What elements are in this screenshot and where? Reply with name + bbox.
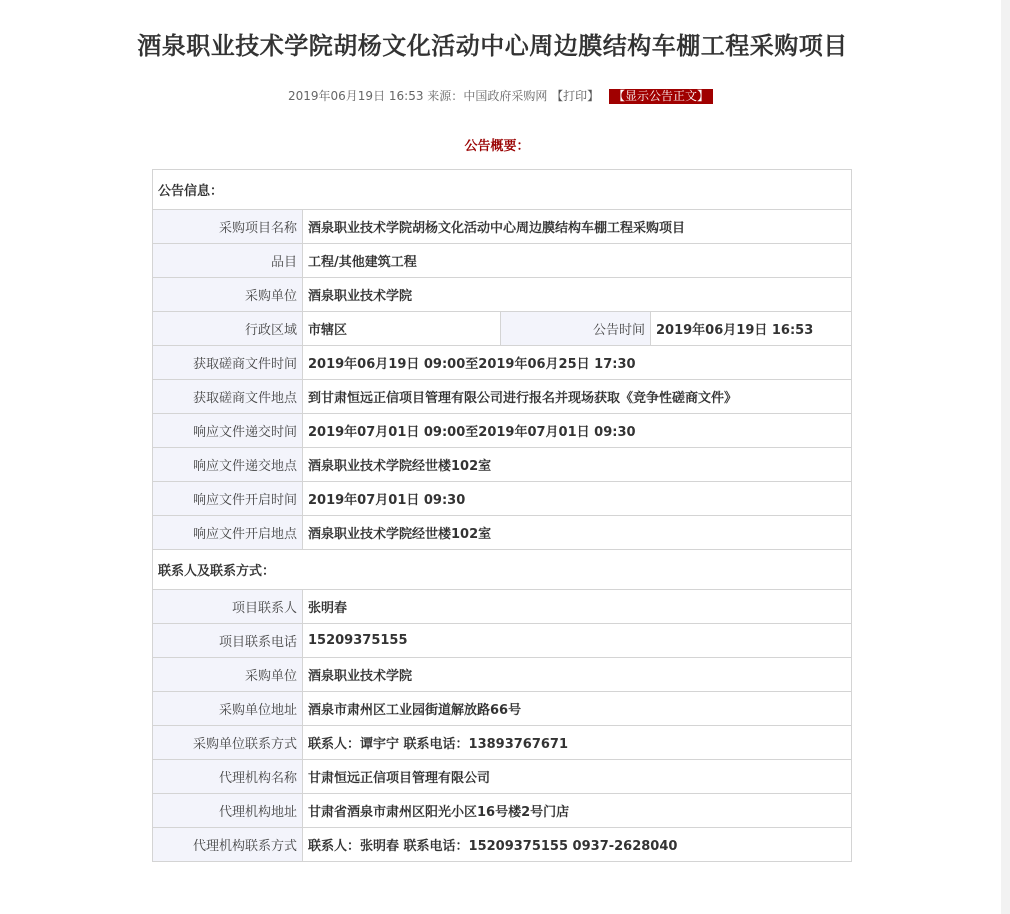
row-label: 采购单位 <box>153 278 303 312</box>
submit-time-value: 2019年07月01日 09:00至2019年07月01日 09:30 <box>303 414 852 448</box>
submit-place-value: 酒泉职业技术学院经世楼102室 <box>303 448 852 482</box>
doc-place-value: 到甘肃恒远正信项目管理有限公司进行报名并现场获取《竞争性磋商文件》 <box>303 380 852 414</box>
row-label: 响应文件开启地点 <box>153 516 303 550</box>
row-label: 采购项目名称 <box>153 210 303 244</box>
source-label: 来源： <box>427 89 464 103</box>
row-label: 采购单位地址 <box>153 692 303 726</box>
row-label: 响应文件递交时间 <box>153 414 303 448</box>
project-name-value: 酒泉职业技术学院胡杨文化活动中心周边膜结构车棚工程采购项目 <box>303 210 852 244</box>
region-value: 市辖区 <box>303 312 501 346</box>
buyer-address-value: 酒泉市肃州区工业园街道解放路66号 <box>303 692 852 726</box>
row-label: 项目联系电话 <box>153 624 303 658</box>
row-label: 代理机构地址 <box>153 794 303 828</box>
row-label: 代理机构联系方式 <box>153 828 303 862</box>
row-label: 项目联系人 <box>153 590 303 624</box>
page-title: 酒泉职业技术学院胡杨文化活动中心周边膜结构车棚工程采购项目 <box>137 32 848 60</box>
print-link[interactable]: 【打印】 <box>551 89 600 103</box>
section-info-heading: 公告信息： <box>153 170 852 210</box>
agency-contact-value: 联系人：张明春 联系电话：15209375155 0937-2628040 <box>303 828 852 862</box>
category-value: 工程/其他建筑工程 <box>303 244 852 278</box>
row-label: 行政区域 <box>153 312 303 346</box>
meta-line <box>0 88 1001 104</box>
summary-heading: 公告概要： <box>464 139 530 154</box>
section-contact-heading: 联系人及联系方式： <box>153 550 852 590</box>
publish-time-value: 2019年06月19日 16:53 <box>651 312 852 346</box>
row-label: 响应文件递交地点 <box>153 448 303 482</box>
row-label: 代理机构名称 <box>153 760 303 794</box>
notice-table <box>152 169 852 862</box>
buyer-value: 酒泉职业技术学院 <box>303 278 852 312</box>
row-label: 获取磋商文件地点 <box>153 380 303 414</box>
open-time-value: 2019年07月01日 09:30 <box>303 482 852 516</box>
row-label: 品目 <box>153 244 303 278</box>
contact-person-value: 张明春 <box>303 590 852 624</box>
row-label: 响应文件开启时间 <box>153 482 303 516</box>
source-name: 中国政府采购网 <box>463 89 548 103</box>
agency-name-value: 甘肃恒远正信项目管理有限公司 <box>303 760 852 794</box>
doc-time-value: 2019年06月19日 09:00至2019年06月25日 17:30 <box>303 346 852 380</box>
agency-address-value: 甘肃省酒泉市肃州区阳光小区16号楼2号门店 <box>303 794 852 828</box>
contact-phone-value: 15209375155 <box>303 624 852 658</box>
row-label: 采购单位 <box>153 658 303 692</box>
open-place-value: 酒泉职业技术学院经世楼102室 <box>303 516 852 550</box>
contact-buyer-value: 酒泉职业技术学院 <box>303 658 852 692</box>
buyer-contact-value: 联系人：谭宇宁 联系电话：13893767671 <box>303 726 852 760</box>
show-full-text-button[interactable]: 【显示公告正文】 <box>609 89 713 104</box>
row-label: 获取磋商文件时间 <box>153 346 303 380</box>
row-label: 公告时间 <box>501 312 651 346</box>
publish-date: 2019年06月19日 16:53 <box>287 89 424 103</box>
row-label: 采购单位联系方式 <box>153 726 303 760</box>
